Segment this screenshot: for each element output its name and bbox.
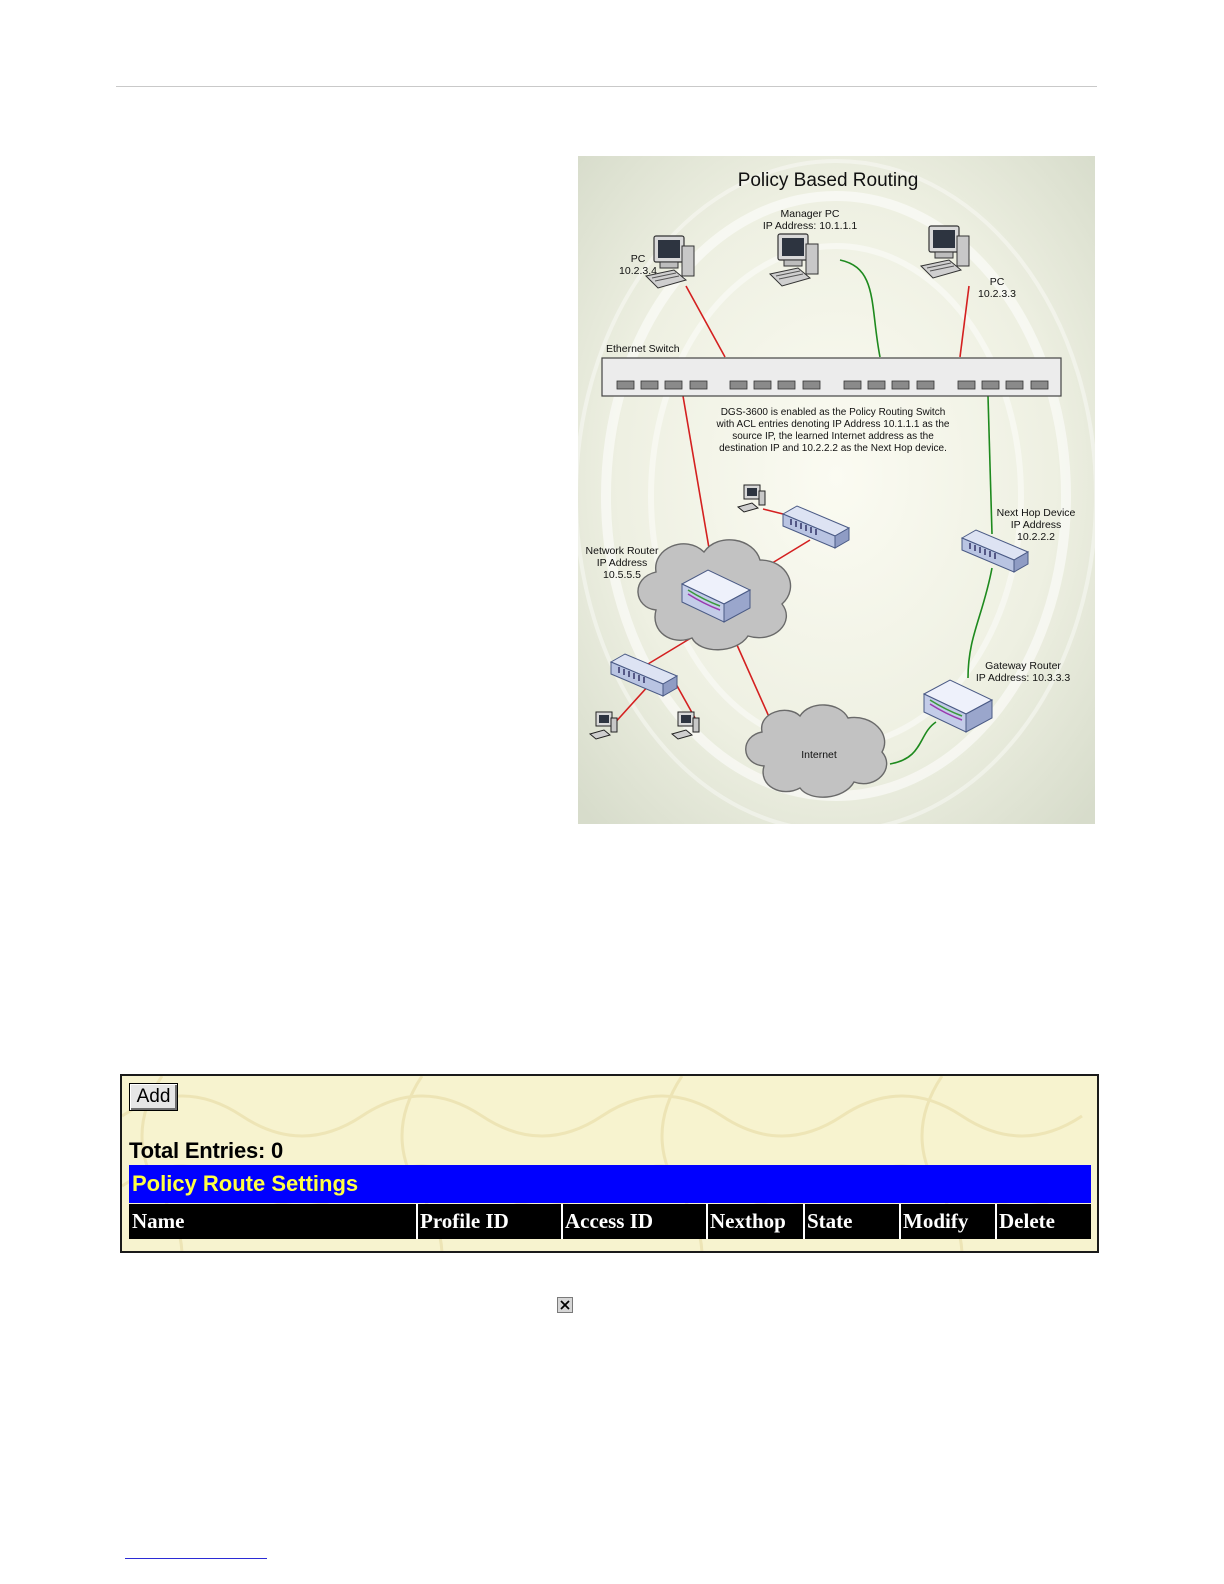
total-entries: Total Entries: 0: [129, 1138, 284, 1163]
diagram-title: Policy Based Routing: [737, 170, 919, 191]
pc-left-ip: 10.2.3.4: [619, 265, 657, 277]
network-router-ip-label: IP Address: [596, 557, 648, 569]
next-hop-ip-label: IP Address: [1010, 519, 1062, 531]
network-router-ip: 10.5.5.5: [603, 569, 641, 581]
policy-routing-diagram: [578, 156, 1095, 824]
col-nexthop: Nexthop: [708, 1204, 805, 1239]
gateway-router-label: Gateway Router: [985, 660, 1061, 672]
ethernet-switch-icon: [602, 358, 1061, 396]
footer-rule: [125, 1558, 267, 1559]
network-router-label: Network Router: [585, 545, 659, 557]
col-state: State: [805, 1204, 901, 1239]
pc-right-label: PC: [989, 276, 1005, 288]
col-access-id: Access ID: [563, 1204, 708, 1239]
table-header-row: [129, 1204, 1092, 1239]
col-modify: Modify: [901, 1204, 997, 1239]
gateway-router-ip: IP Address: 10.3.3.3: [975, 672, 1071, 684]
ethernet-switch-label: Ethernet Switch: [606, 343, 680, 355]
col-profile-id: Profile ID: [418, 1204, 563, 1239]
pc-right-ip: 10.2.3.3: [978, 288, 1016, 300]
col-delete: Delete: [997, 1204, 1091, 1239]
header-rule: [116, 86, 1097, 87]
policy-route-panel: [120, 1074, 1099, 1253]
note-line-3: source IP, the learned Internet address as the: [732, 431, 934, 442]
note-line-1: DGS-3600 is enabled as the Policy Routing Switch: [720, 407, 946, 418]
policy-route-settings-title: Policy Route Settings: [129, 1165, 1091, 1203]
note-line-4: destination IP and 10.2.2.2 as the Next Hop device.: [719, 443, 947, 454]
next-hop-label: Next Hop Device: [996, 507, 1076, 519]
col-name: Name: [130, 1204, 418, 1239]
manager-pc-label: Manager PC: [780, 208, 840, 220]
next-hop-ip: 10.2.2.2: [1017, 531, 1055, 543]
note-line-2: with ACL entries denoting IP Address 10.1.1.1 as the: [716, 419, 950, 430]
manager-pc-ip: IP Address: 10.1.1.1: [762, 220, 858, 232]
pc-left-label: PC: [630, 253, 646, 265]
add-button[interactable]: Add: [129, 1083, 178, 1111]
internet-label: Internet: [801, 749, 837, 761]
close-icon[interactable]: [557, 1297, 573, 1313]
